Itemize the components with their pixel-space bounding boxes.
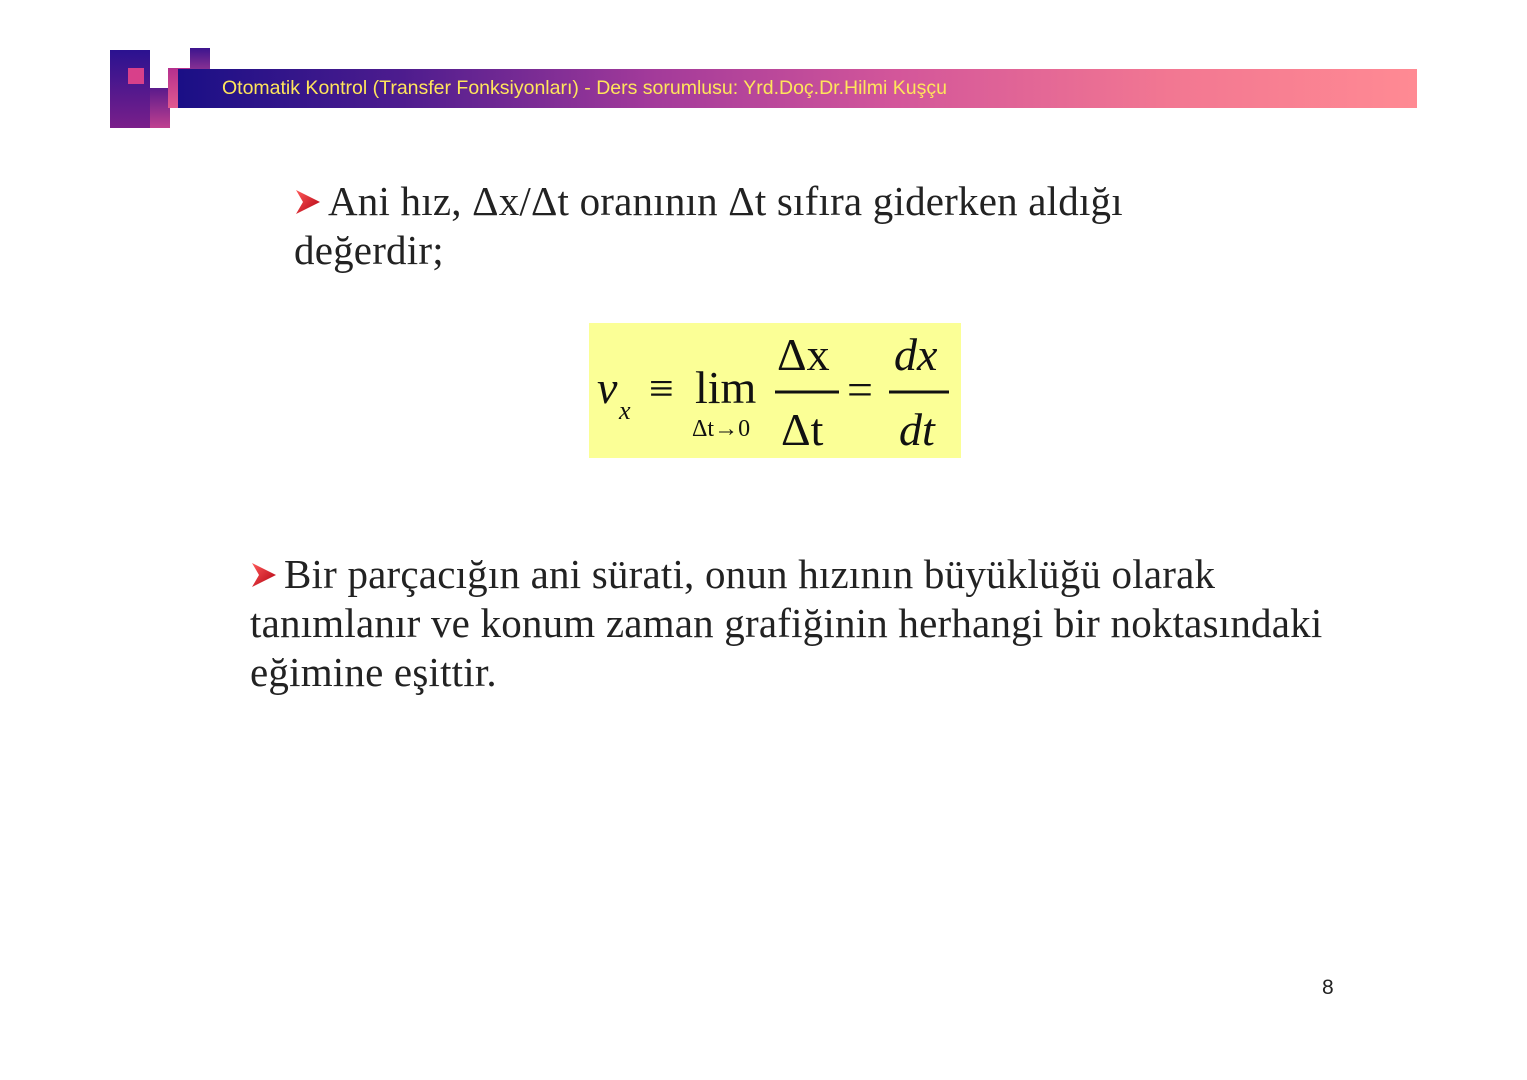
formula-lim-sub: Δt→0 [692,416,751,442]
formula-num2: dx [894,329,938,380]
arrow-bullet-icon [250,559,278,591]
bullet-paragraph-2 [250,550,1330,697]
page-number: 8 [1322,976,1334,999]
formula-equiv: ≡ [649,364,674,413]
formula-v: v [597,362,618,413]
formula-lim: lim [695,362,757,413]
bullet-text-2: Bir parçacığın ani sürati, onun hızının büyüklüğü olarak tanımlanır ve konum zaman grafiğinin herhangi bir noktasındaki eğimine eşittir. [250,551,1323,695]
formula-sub-x: x [619,396,631,425]
formula-den2: dt [899,404,935,455]
bullet-paragraph-1 [294,177,1254,275]
arrow-bullet-icon [294,186,322,218]
bullet-text-1: Ani hız, Δx/Δt oranının Δt sıfıra giderken aldığı değerdir; [294,178,1123,273]
velocity-formula-box [589,323,961,458]
formula-den1: Δt [781,404,824,455]
formula-num1: Δx [777,329,830,380]
header-title: Otomatik Kontrol (Transfer Fonksiyonları) - Ders sorumlusu: Yrd.Doç.Dr.Hilmi Kuşçu [222,77,947,99]
velocity-formula [589,323,961,458]
formula-equals: = [847,364,873,415]
